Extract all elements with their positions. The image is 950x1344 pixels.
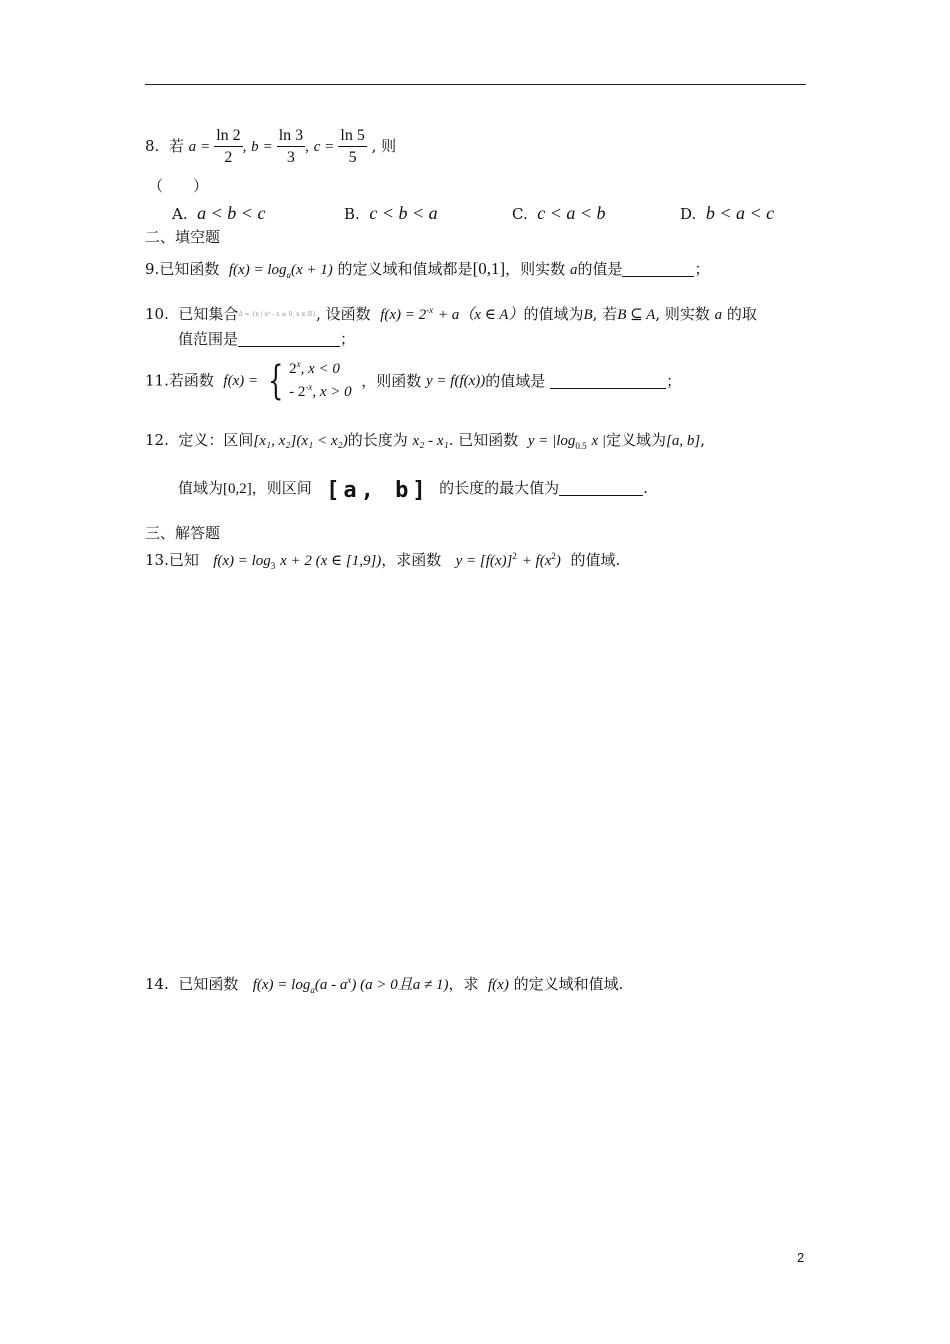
answer-paren: （ ） [148,177,209,195]
left-brace: { [267,358,284,405]
fraction-b: $\frac{\ln 3}{3}$ [278,127,304,166]
section-heading-fill: 二、填空题 [145,228,221,246]
answer-blank [559,481,643,496]
section-heading-solve: 三、解答题 [145,524,221,542]
answer-blank [550,374,666,389]
question-10-cont: 值范围是 ； [178,330,356,348]
answer-blank [622,262,694,277]
option-a: A. a < b < c [172,203,266,223]
page-number: 2 [797,1250,805,1265]
question-9: 9.已知函数 $f(x) = \log_a(x + 1)$ 的定义域和值域都是[0,1]，则实数 a的值是 ； [145,259,710,280]
fraction-c: $\frac{\ln 5}{5}$ [340,127,365,166]
question-12-cont: 值域为[0,2]，则区间 [a, b] 的长度的最大值为 . [178,478,648,503]
question-8: 8. 若 a = $\frac{\ln 2}{2}$ , b = $\frac{\ln 3}{3}$ , c = $\frac{\ln 5}{5}$ , 则 [145,127,397,166]
option-b: B. c < b < a [344,203,438,223]
question-11: 11.若函数 f(x) = { 2$^x$, x < 0 - $2^{-x}$, x > 0 ，则函数 y = f(f(x))的值域是 ； [145,358,682,405]
piecewise-cases: 2$^x$, x < 0 - $2^{-x}$, x > 0 [289,359,352,401]
question-10: 10. 已知集合A = {x | x² - x ≤ 0, x ∈ R}, 设函数 $f(x) = 2^{-x} + a(x$ ∈ A）的值域为B, 若B ⊆ A, 则实数 a 的取 [145,305,757,323]
option-d: D. b < a < c [680,203,775,223]
question-12: 12. 定义：区间[x₁, x₂](x₁ < x₂)的长度为 x₂ - x₁. 已知函数 $y = |\log_{0.5}$ x |定义域为[a, b], [145,431,705,451]
answer-blank [238,332,340,347]
header-rule [145,84,806,85]
question-13: 13.已知 $f(x) = \log_3 x + 2$ (x ∈ [1,9])，求函数 $y = [f(x)]^2 + f(x^2)$ 的值域. [145,551,621,571]
fraction-a: $\frac{\ln 2}{2}$ [216,127,241,166]
option-c: C. c < a < b [512,203,606,223]
question-14: 14. 已知函数 $f(x) = \log_a(a - a^x) (a > 0$且a ≠ 1)，求 f(x) 的定义域和值域. [145,975,624,995]
interval-ab-bold: [a, b] [326,478,430,503]
